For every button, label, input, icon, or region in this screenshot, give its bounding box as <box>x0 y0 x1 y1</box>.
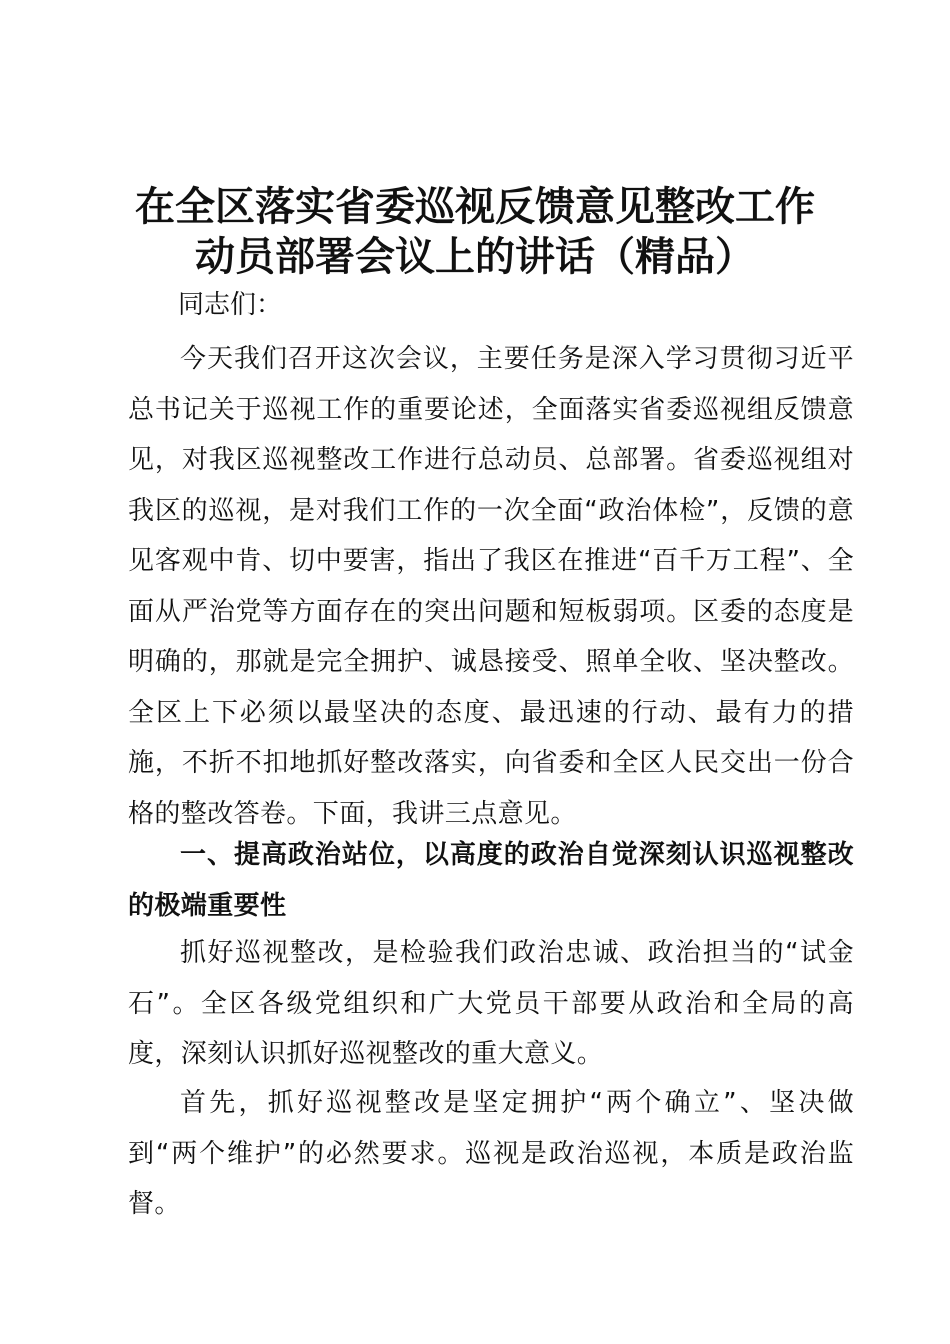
paragraph-first-point: 首先，抓好巡视整改是坚定拥护“两个确立”、坚决做到“两个维护”的必然要求。巡视是政治巡视，本质是政治监督。 <box>128 1088 854 1219</box>
greeting: 同志们： <box>178 290 283 320</box>
document-title-line-1: 在全区落实省委巡视反馈意见整改工作 <box>135 183 815 230</box>
paragraph-section-1-body: 抓好巡视整改，是检验我们政治忠诚、政治担当的“试金石”。全区各级党组织和广大党员干部要从政治和全局的高度，深刻认识抓好巡视整改的重大意义。 <box>128 938 854 1069</box>
section-heading-1: 一、提高政治站位，以高度的政治自觉深刻认识巡视整改的极端重要性 <box>128 840 854 921</box>
paragraph-intro: 今天我们召开这次会议，主要任务是深入学习贯彻习近平总书记关于巡视工作的重要论述，全面落实省委巡视组反馈意见，对我区巡视整改工作进行总动员、总部署。省委巡视组对我区的巡视，是对我们工作的一次全面“政治体检”，反馈的意见客观中肯、切中要害，指出了我区在推进“百千万工程”、全面从严治党等方面存在的突出问题和短板弱项。区委的态度是明确的，那就是完全拥护、诚恳接受、照单全收、坚决整改。全区上下必须以最坚决的态度、最迅速的行动、最有力的措施，不折不扣地抓好整改落实，向省委和全区人民交出一份合格的整改答卷。下面，我讲三点意见。 <box>128 344 854 829</box>
document-title-line-2: 动员部署会议上的讲话（精品） <box>195 233 755 280</box>
